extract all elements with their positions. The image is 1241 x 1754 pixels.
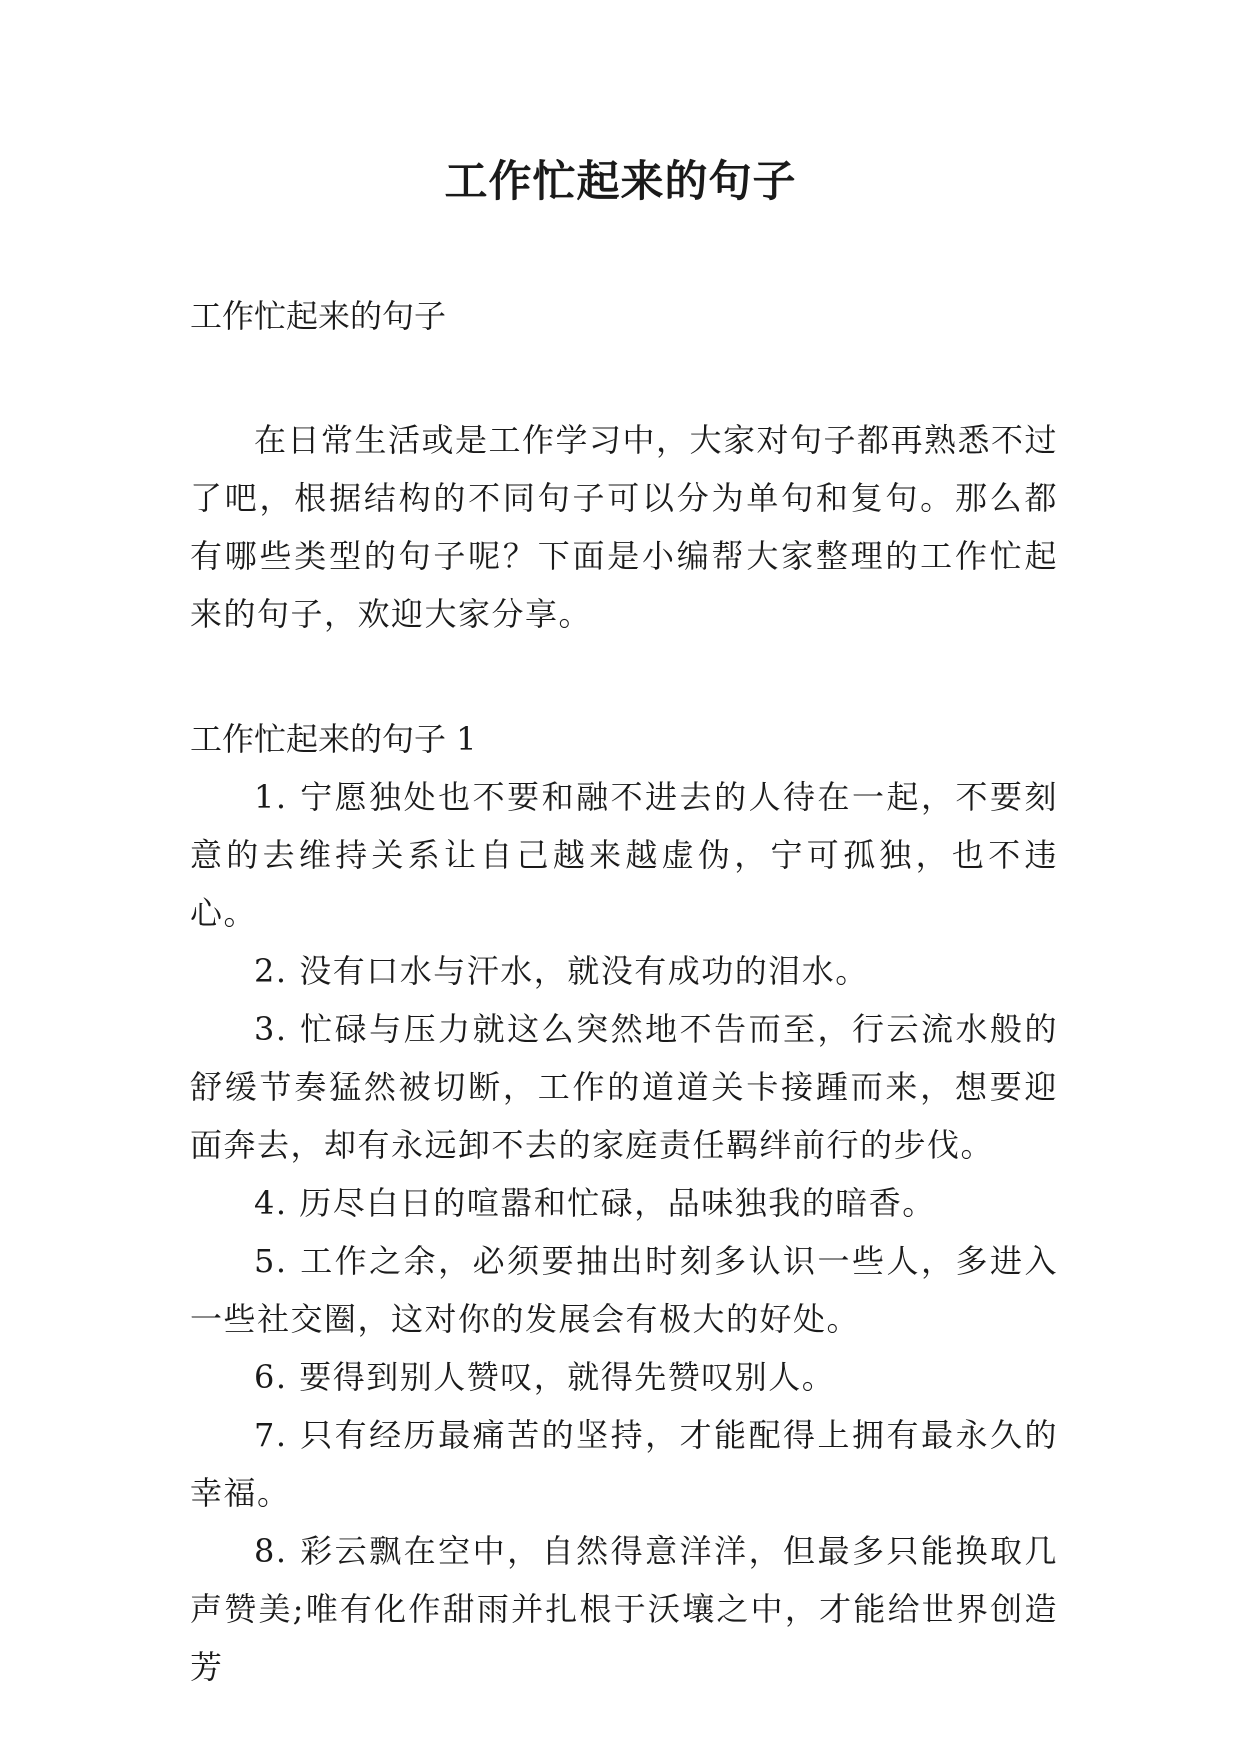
list-item: 4. 历尽白日的喧嚣和忙碌，品味独我的暗香。 [254,1184,936,1222]
document-body [190,287,1058,1696]
list-item: 2. 没有口水与汗水，就没有成功的泪水。 [254,952,869,990]
list-item: 3. 忙碌与压力就这么突然地不告而至，行云流水般的舒缓节奏猛然被切断，工作的道道关卡接踵而来，想要迎面奔去，却有永远卸不去的家庭责任羁绊前行的步伐。 [190,1010,1058,1164]
document-subtitle: 工作忙起来的句子 [190,297,447,335]
list-item: 7. 只有经历最痛苦的坚持，才能配得上拥有最永久的幸福。 [190,1416,1058,1512]
section-heading: 工作忙起来的句子 1 [190,720,477,758]
list-item: 5. 工作之余，必须要抽出时刻多认识一些人，多进入一些社交圈，这对你的发展会有极大的好处。 [190,1242,1058,1338]
list-item: 1. 宁愿独处也不要和融不进去的人待在一起，不要刻意的去维持关系让自己越来越虚伪，宁可孤独，也不违心。 [190,778,1058,932]
document-title: 工作忙起来的句子 [444,157,797,207]
list-item: 8. 彩云飘在空中，自然得意洋洋，但最多只能换取几声赞美;唯有化作甜雨并扎根于沃壤之中，才能给世界创造芳 [190,1532,1058,1686]
list-item: 6. 要得到别人赞叹，就得先赞叹别人。 [254,1358,836,1396]
intro-paragraph: 在日常生活或是工作学习中，大家对句子都再熟悉不过了吧，根据结构的不同句子可以分为单句和复句。那么都有哪些类型的句子呢？下面是小编帮大家整理的工作忙起来的句子，欢迎大家分享。 [190,421,1059,633]
